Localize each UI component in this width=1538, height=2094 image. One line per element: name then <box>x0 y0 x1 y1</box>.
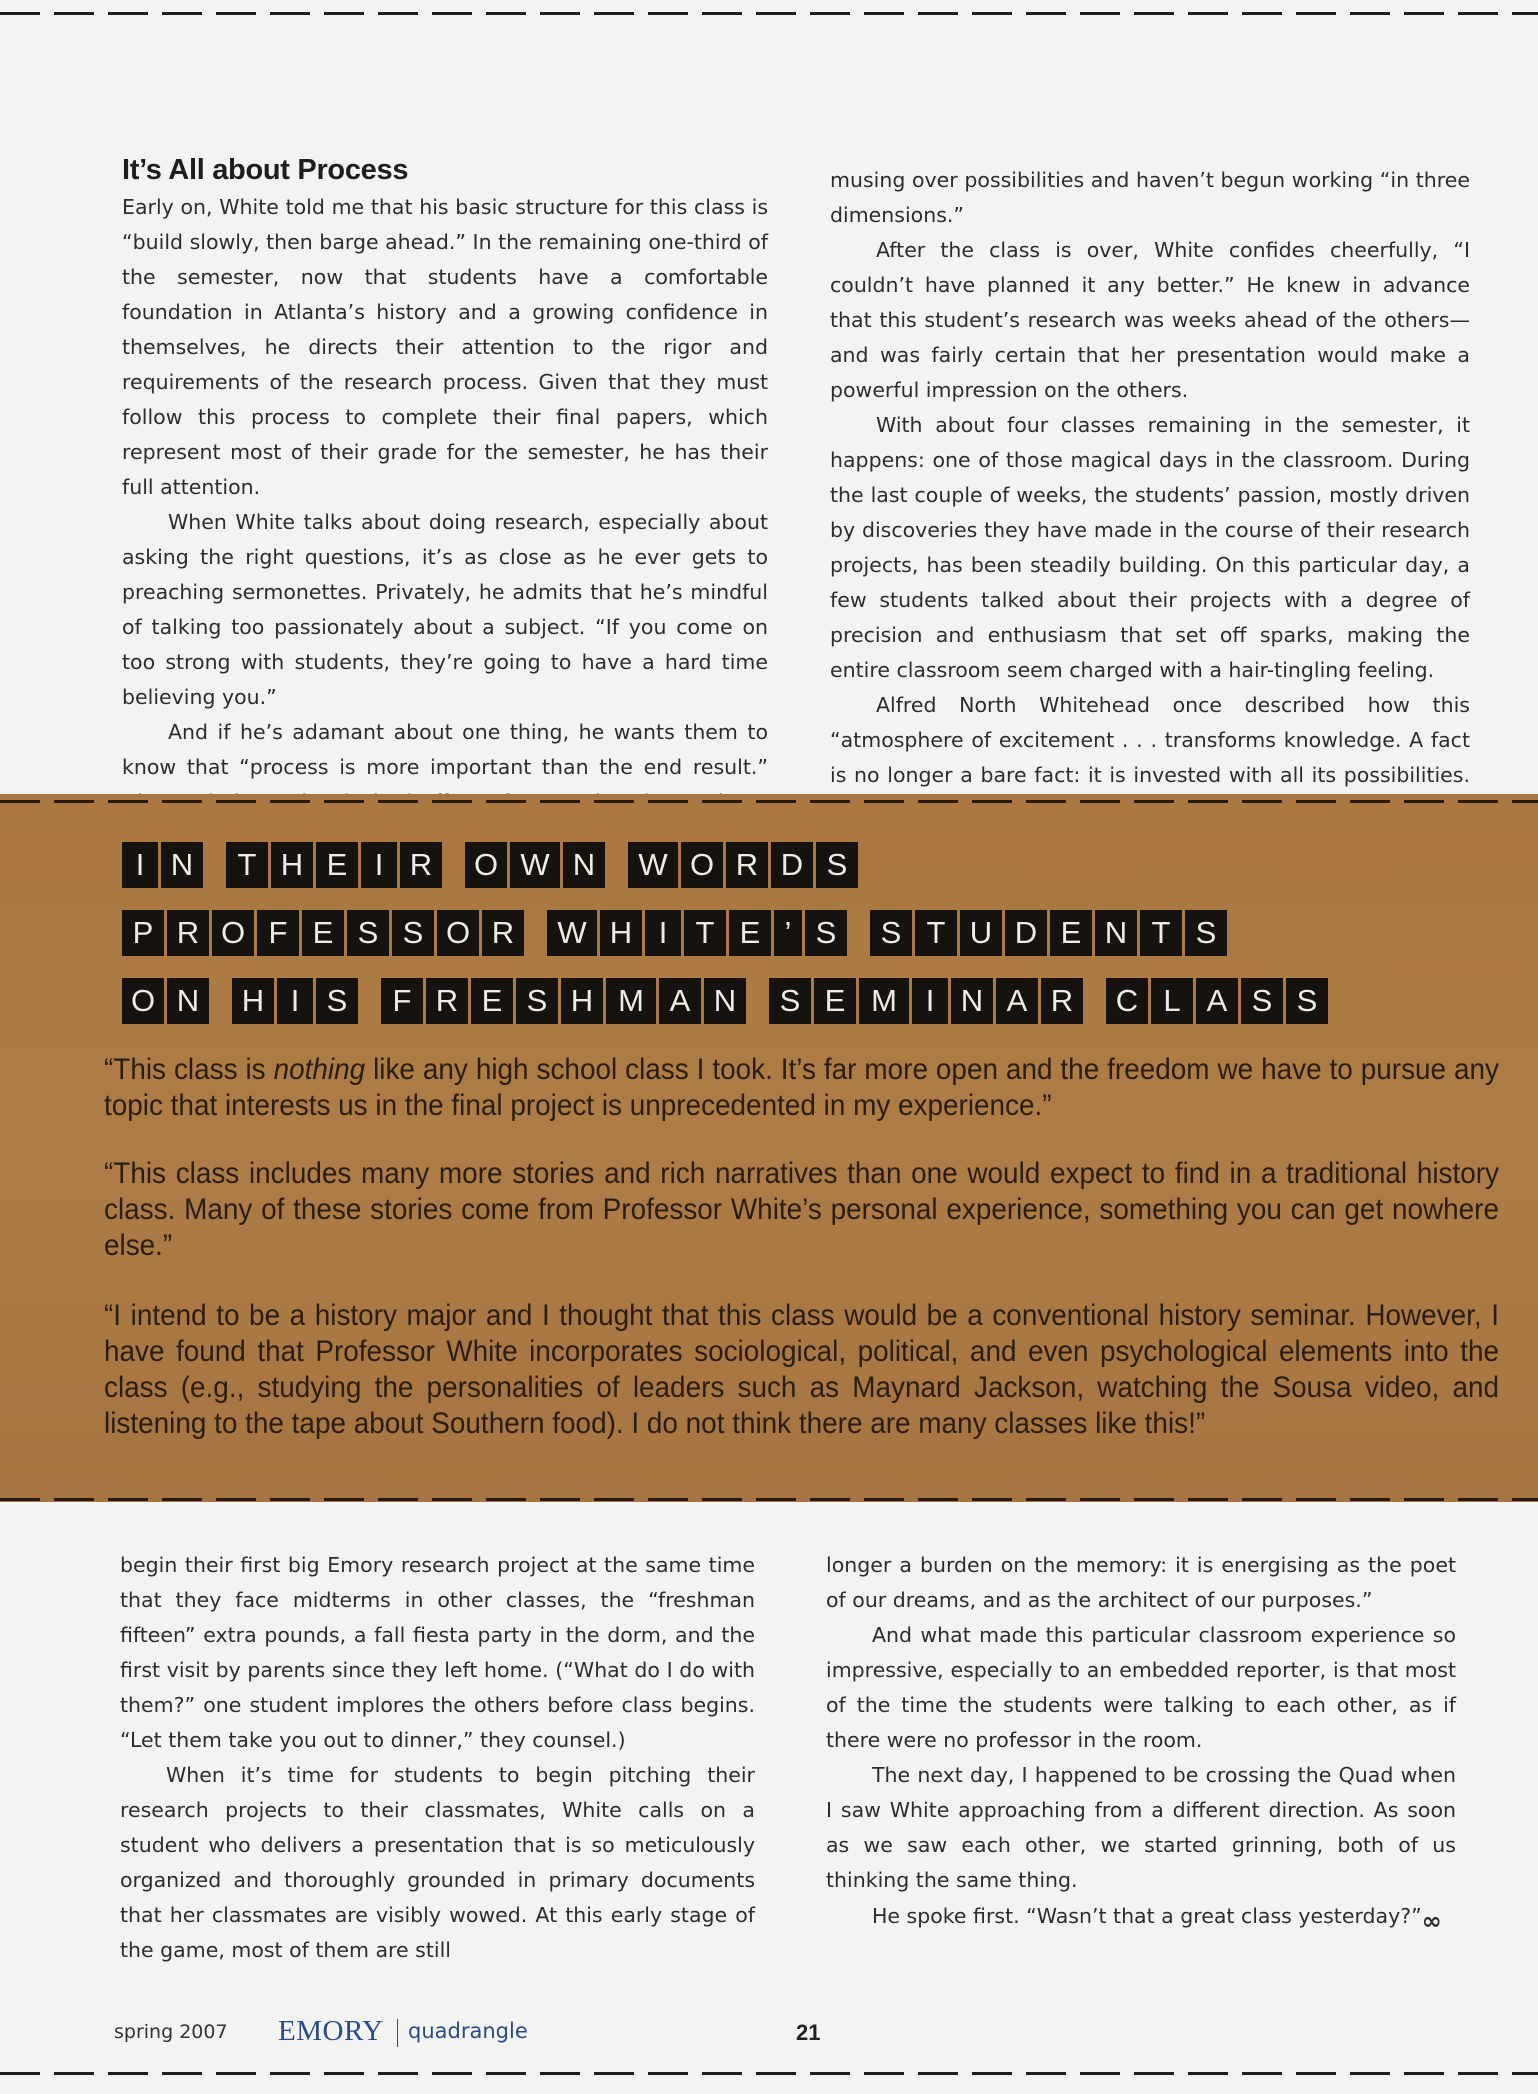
sidebar-inner-top-rule <box>0 800 1538 803</box>
bottom-dashed-rule <box>0 2072 1538 2075</box>
title-letter-tile: N <box>951 978 993 1024</box>
title-letter-tile: A <box>996 978 1038 1024</box>
title-letter-tile: S <box>870 910 912 956</box>
title-letter-tile: H <box>271 842 313 888</box>
top-left-column <box>122 152 768 855</box>
quote-text: “I intend to be a history major and I thought that this class would be a conventional history seminar. However, I have found that Professor White incorporates sociological, political, and even psychological elements into the class (e.g., studying the personalities of leaders such as Maynard Jackson, watching the Sousa video, and listening to the tape about Southern food). I do not think there are many classes like this!” <box>104 1299 1499 1440</box>
body-paragraph: The next day, I happened to be crossing the Quad when I saw White approaching from a different direction. As soon as we saw each other, we started grinning, both of us thinking the same thing. <box>826 1763 1456 1892</box>
title-letter-tile: W <box>628 842 678 888</box>
student-quote-3 <box>104 1298 1499 1442</box>
title-letter-tile: T <box>226 842 268 888</box>
body-paragraph: Alfred North Whitehead once described how this “atmosphere of excitement . . . transforms knowledge. A fact is no longer a bare fact: it is invested with all its possibilities. <box>830 693 1470 787</box>
body-paragraph: musing over possibilities and haven’t begun working “in three dimensions.” <box>830 168 1470 227</box>
title-letter-tile: T <box>684 910 726 956</box>
title-letter-tile: M <box>606 978 656 1024</box>
title-letter-tile: O <box>212 910 254 956</box>
title-letter-tile: R <box>426 978 468 1024</box>
title-letter-tile: E <box>814 978 856 1024</box>
title-word-gap <box>850 910 870 956</box>
title-letter-tile: S <box>516 978 558 1024</box>
page-footer <box>114 2015 834 2055</box>
bottom-right-column <box>826 1548 1456 1934</box>
title-letter-tile: S <box>316 978 358 1024</box>
student-quote-1 <box>104 1052 1499 1124</box>
sidebar-title-line-1 <box>122 842 861 888</box>
title-letter-tile: W <box>547 910 597 956</box>
bottom-left-column <box>120 1548 755 1968</box>
title-letter-tile: P <box>122 910 164 956</box>
title-letter-tile: R <box>726 842 768 888</box>
logo-divider <box>397 2019 398 2047</box>
title-letter-tile: N <box>704 978 746 1024</box>
title-letter-tile: D <box>771 842 813 888</box>
quote-text: “This class includes many more stories and rich narratives than one would expect to find in a traditional history class. Many of these stories come from Professor White’s personal experience, something you can get nowhere else.” <box>104 1157 1499 1262</box>
title-letter-tile: O <box>681 842 723 888</box>
title-letter-tile: T <box>915 910 957 956</box>
body-paragraph: longer a burden on the memory: it is energising as the poet of our dreams, and as the architect of our purposes.” <box>826 1553 1456 1612</box>
title-letter-tile: I <box>361 842 397 888</box>
top-right-column <box>830 163 1470 828</box>
top-dashed-rule <box>0 12 1538 15</box>
title-letter-tile: A <box>659 978 701 1024</box>
title-letter-tile: E <box>316 842 358 888</box>
body-paragraph: begin their first big Emory research project at the same time that they face midterms in other classes, the “freshman fifteen” extra pounds, a fall fiesta party in the dorm, and the first visit by parents since they left home. (“What do I do with them?” one student implores the others before class begins. “Let them take you out to dinner,” they counsel.) <box>120 1553 755 1752</box>
title-letter-tile: E <box>471 978 513 1024</box>
title-letter-tile: R <box>482 910 524 956</box>
quote-emphasis: nothing <box>273 1053 366 1086</box>
title-letter-tile: U <box>960 910 1002 956</box>
title-letter-tile: H <box>600 910 642 956</box>
title-letter-tile: S <box>1286 978 1328 1024</box>
title-letter-tile: E <box>729 910 771 956</box>
publication-name: quadrangle <box>408 2019 528 2043</box>
section-heading: It’s All about Process <box>122 154 409 186</box>
title-letter-tile: C <box>1106 978 1148 1024</box>
title-letter-tile: T <box>1140 910 1182 956</box>
title-word-gap <box>527 910 547 956</box>
body-paragraph: With about four classes remaining in the semester, it happens: one of those magical days in the classroom. During the last couple of weeks, the students’ passion, mostly driven by discoveries they have made in the course of their research projects, has been steadily building. On this particular day, a few students talked about their projects with a degree of precision and enthusiasm that set off sparks, making the entire classroom seem charged with a hair-tingling feeling. <box>830 413 1470 682</box>
title-letter-tile: O <box>437 910 479 956</box>
title-letter-tile: L <box>1151 978 1193 1024</box>
quote-text: like any high school class I took. It’s far more open and the freedom we have to pursue any topic that interests us in the final project is unprecedented in my experience.” <box>104 1053 1500 1122</box>
title-letter-tile: W <box>510 842 560 888</box>
issue-date: spring 2007 <box>114 2021 228 2043</box>
title-letter-tile: M <box>859 978 909 1024</box>
quote-text: “This class is <box>104 1053 274 1086</box>
title-letter-tile: N <box>161 842 203 888</box>
title-letter-tile: D <box>1005 910 1047 956</box>
title-word-gap <box>361 978 381 1024</box>
title-letter-tile: S <box>392 910 434 956</box>
body-paragraph: And what made this particular classroom experience so impressive, especially to an embedded reporter, is that most of the time the students were talking to each other, as if there were no professor in the room. <box>826 1623 1456 1752</box>
title-letter-tile: F <box>381 978 423 1024</box>
body-paragraph <box>826 1898 1456 1934</box>
title-letter-tile: S <box>1241 978 1283 1024</box>
title-letter-tile: N <box>1095 910 1137 956</box>
closing-sentence: He spoke first. “Wasn’t that a great class yesterday?” <box>872 1904 1422 1928</box>
body-paragraph: After the class is over, White confides cheerfully, “I couldn’t have planned it any better.” He knew in advance that this student’s research was weeks ahead of the others—and was fairly certain that her presentation would make a powerful impression on the others. <box>830 238 1470 402</box>
sidebar-bottom-dashed-rule <box>0 1498 1538 1501</box>
sidebar-title-line-2 <box>122 910 1230 956</box>
emory-logo: EMORY <box>278 2015 384 2047</box>
title-letter-tile: I <box>122 842 158 888</box>
title-letter-tile: O <box>465 842 507 888</box>
title-letter-tile: H <box>561 978 603 1024</box>
end-mark-icon: ∞ <box>1421 1907 1442 1935</box>
page-number: 21 <box>796 2020 821 2045</box>
title-letter-tile: E <box>302 910 344 956</box>
title-letter-tile: R <box>167 910 209 956</box>
title-letter-tile: I <box>277 978 313 1024</box>
title-letter-tile: I <box>912 978 948 1024</box>
title-word-gap <box>445 842 465 888</box>
title-letter-tile: E <box>1050 910 1092 956</box>
sidebar-title-line-3 <box>122 978 1331 1024</box>
title-letter-tile: R <box>400 842 442 888</box>
title-letter-tile: S <box>816 842 858 888</box>
body-paragraph: Early on, White told me that his basic structure for this class is “build slowly, then barge ahead.” In the remaining one-third of the semester, now that students have a comfortable foundation in Atlanta’s history and a growing confidence in themselves, he directs their attention to the rigor and requirements of the research process. Given that they must follow this process to complete their final papers, which represent most of their grade for the semester, he has their full attention. <box>122 195 768 499</box>
title-word-gap <box>206 842 226 888</box>
title-letter-tile: F <box>257 910 299 956</box>
title-letter-tile: H <box>232 978 274 1024</box>
title-word-gap <box>608 842 628 888</box>
title-letter-tile: R <box>1041 978 1083 1024</box>
title-letter-tile: S <box>347 910 389 956</box>
title-letter-tile: ’ <box>774 910 802 956</box>
title-letter-tile: A <box>1196 978 1238 1024</box>
title-letter-tile: N <box>167 978 209 1024</box>
title-word-gap <box>1086 978 1106 1024</box>
title-word-gap <box>749 978 769 1024</box>
title-letter-tile: I <box>645 910 681 956</box>
body-paragraph: When it’s time for students to begin pitching their research projects to their classmates, White calls on a student who delivers a presentation that is so meticulously organized and thoroughly grounded in primary documents that her classmates are visibly wowed. At this early stage of the game, most of them are still <box>120 1763 755 1962</box>
title-letter-tile: S <box>805 910 847 956</box>
title-letter-tile: S <box>1185 910 1227 956</box>
title-word-gap <box>212 978 232 1024</box>
title-letter-tile: S <box>769 978 811 1024</box>
body-paragraph: When White talks about doing research, especially about asking the right questions, it’s as close as he ever gets to preaching sermonettes. Privately, he admits that he’s mindful of talking too passionately about a subject. “If you come on too strong with students, they’re going to have a hard time believing you.” <box>122 510 768 709</box>
title-letter-tile: N <box>563 842 605 888</box>
title-letter-tile: O <box>122 978 164 1024</box>
body-paragraph: And if he’s adamant about one thing, he wants them to know that “process is more important than the end result.” <box>122 720 768 779</box>
student-quote-2 <box>104 1156 1499 1264</box>
